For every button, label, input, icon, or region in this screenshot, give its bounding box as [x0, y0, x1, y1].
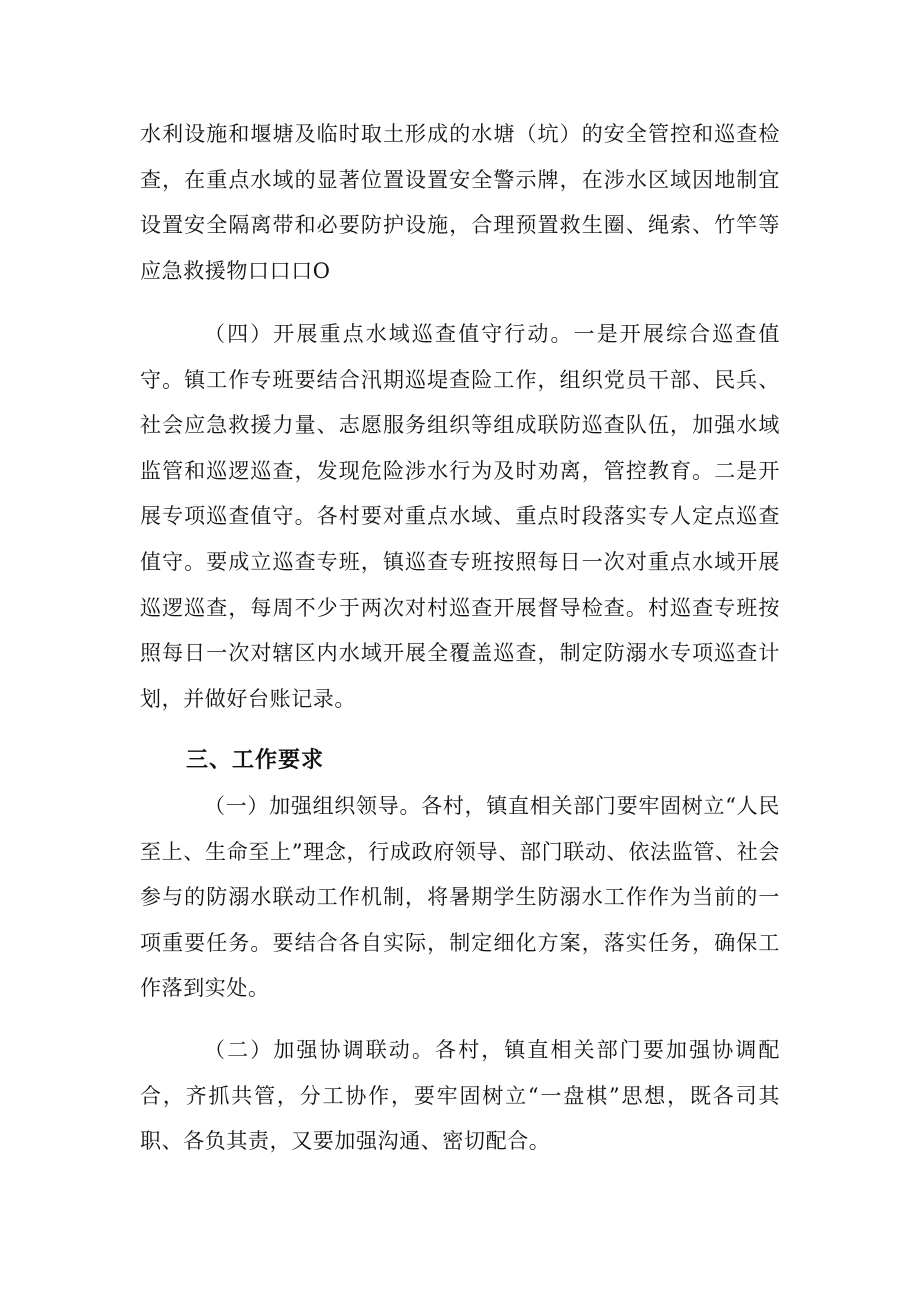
- section-heading-work-requirements: 三、工作要求: [186, 748, 325, 773]
- paragraph-continuation: 水利设施和堰塘及临时取土形成的水塘（坑）的安全管控和巡查检查，在重点水域的显著位置设置安全警示牌，在涉水区域因地制宜设置安全隔离带和必要防护设施，合理预置救生圈、绳索、竹竿等应急救援物口口口O: [140, 122, 780, 283]
- paragraph-patrol-action: （四）开展重点水域巡查值守行动。一是开展综合巡查值守。镇工作专班要结合汛期巡堤查险工作，组织党员干部、民兵、社会应急救援力量、志愿服务组织等组成联防巡查队伍，加强水域监管和巡逻巡查，发现危险涉水行为及时劝离，管控教育。二是开展专项巡查值守。各村要对重点水域、重点时段落实专人定点巡查值守。要成立巡查专班，镇巡查专班按照每日一次对重点水域开展巡逻巡查，每周不少于两次对村巡查开展督导检查。村巡查专班按照每日一次对辖区内水域开展全覆盖巡查，制定防溺水专项巡查计划，并做好台账记录。: [140, 322, 780, 711]
- paragraph-coordination: （二）加强协调联动。各村，镇直相关部门要加强协调配合，齐抓共管，分工协作，要牢固树立“一盘棋”思想，既各司其职、各负其责，又要加强沟通、密切配合。: [140, 1038, 780, 1154]
- paragraph-organization-leadership: （一）加强组织领导。各村，镇直相关部门要牢固树立“人民至上、生命至上”理念，行成政府领导、部门联动、依法监管、社会参与的防溺水联动工作机制，将暑期学生防溺水工作作为当前的一项重要任务。要结合各自实际，制定细化方案，落实任务，确保工作落到实处。: [140, 794, 780, 1001]
